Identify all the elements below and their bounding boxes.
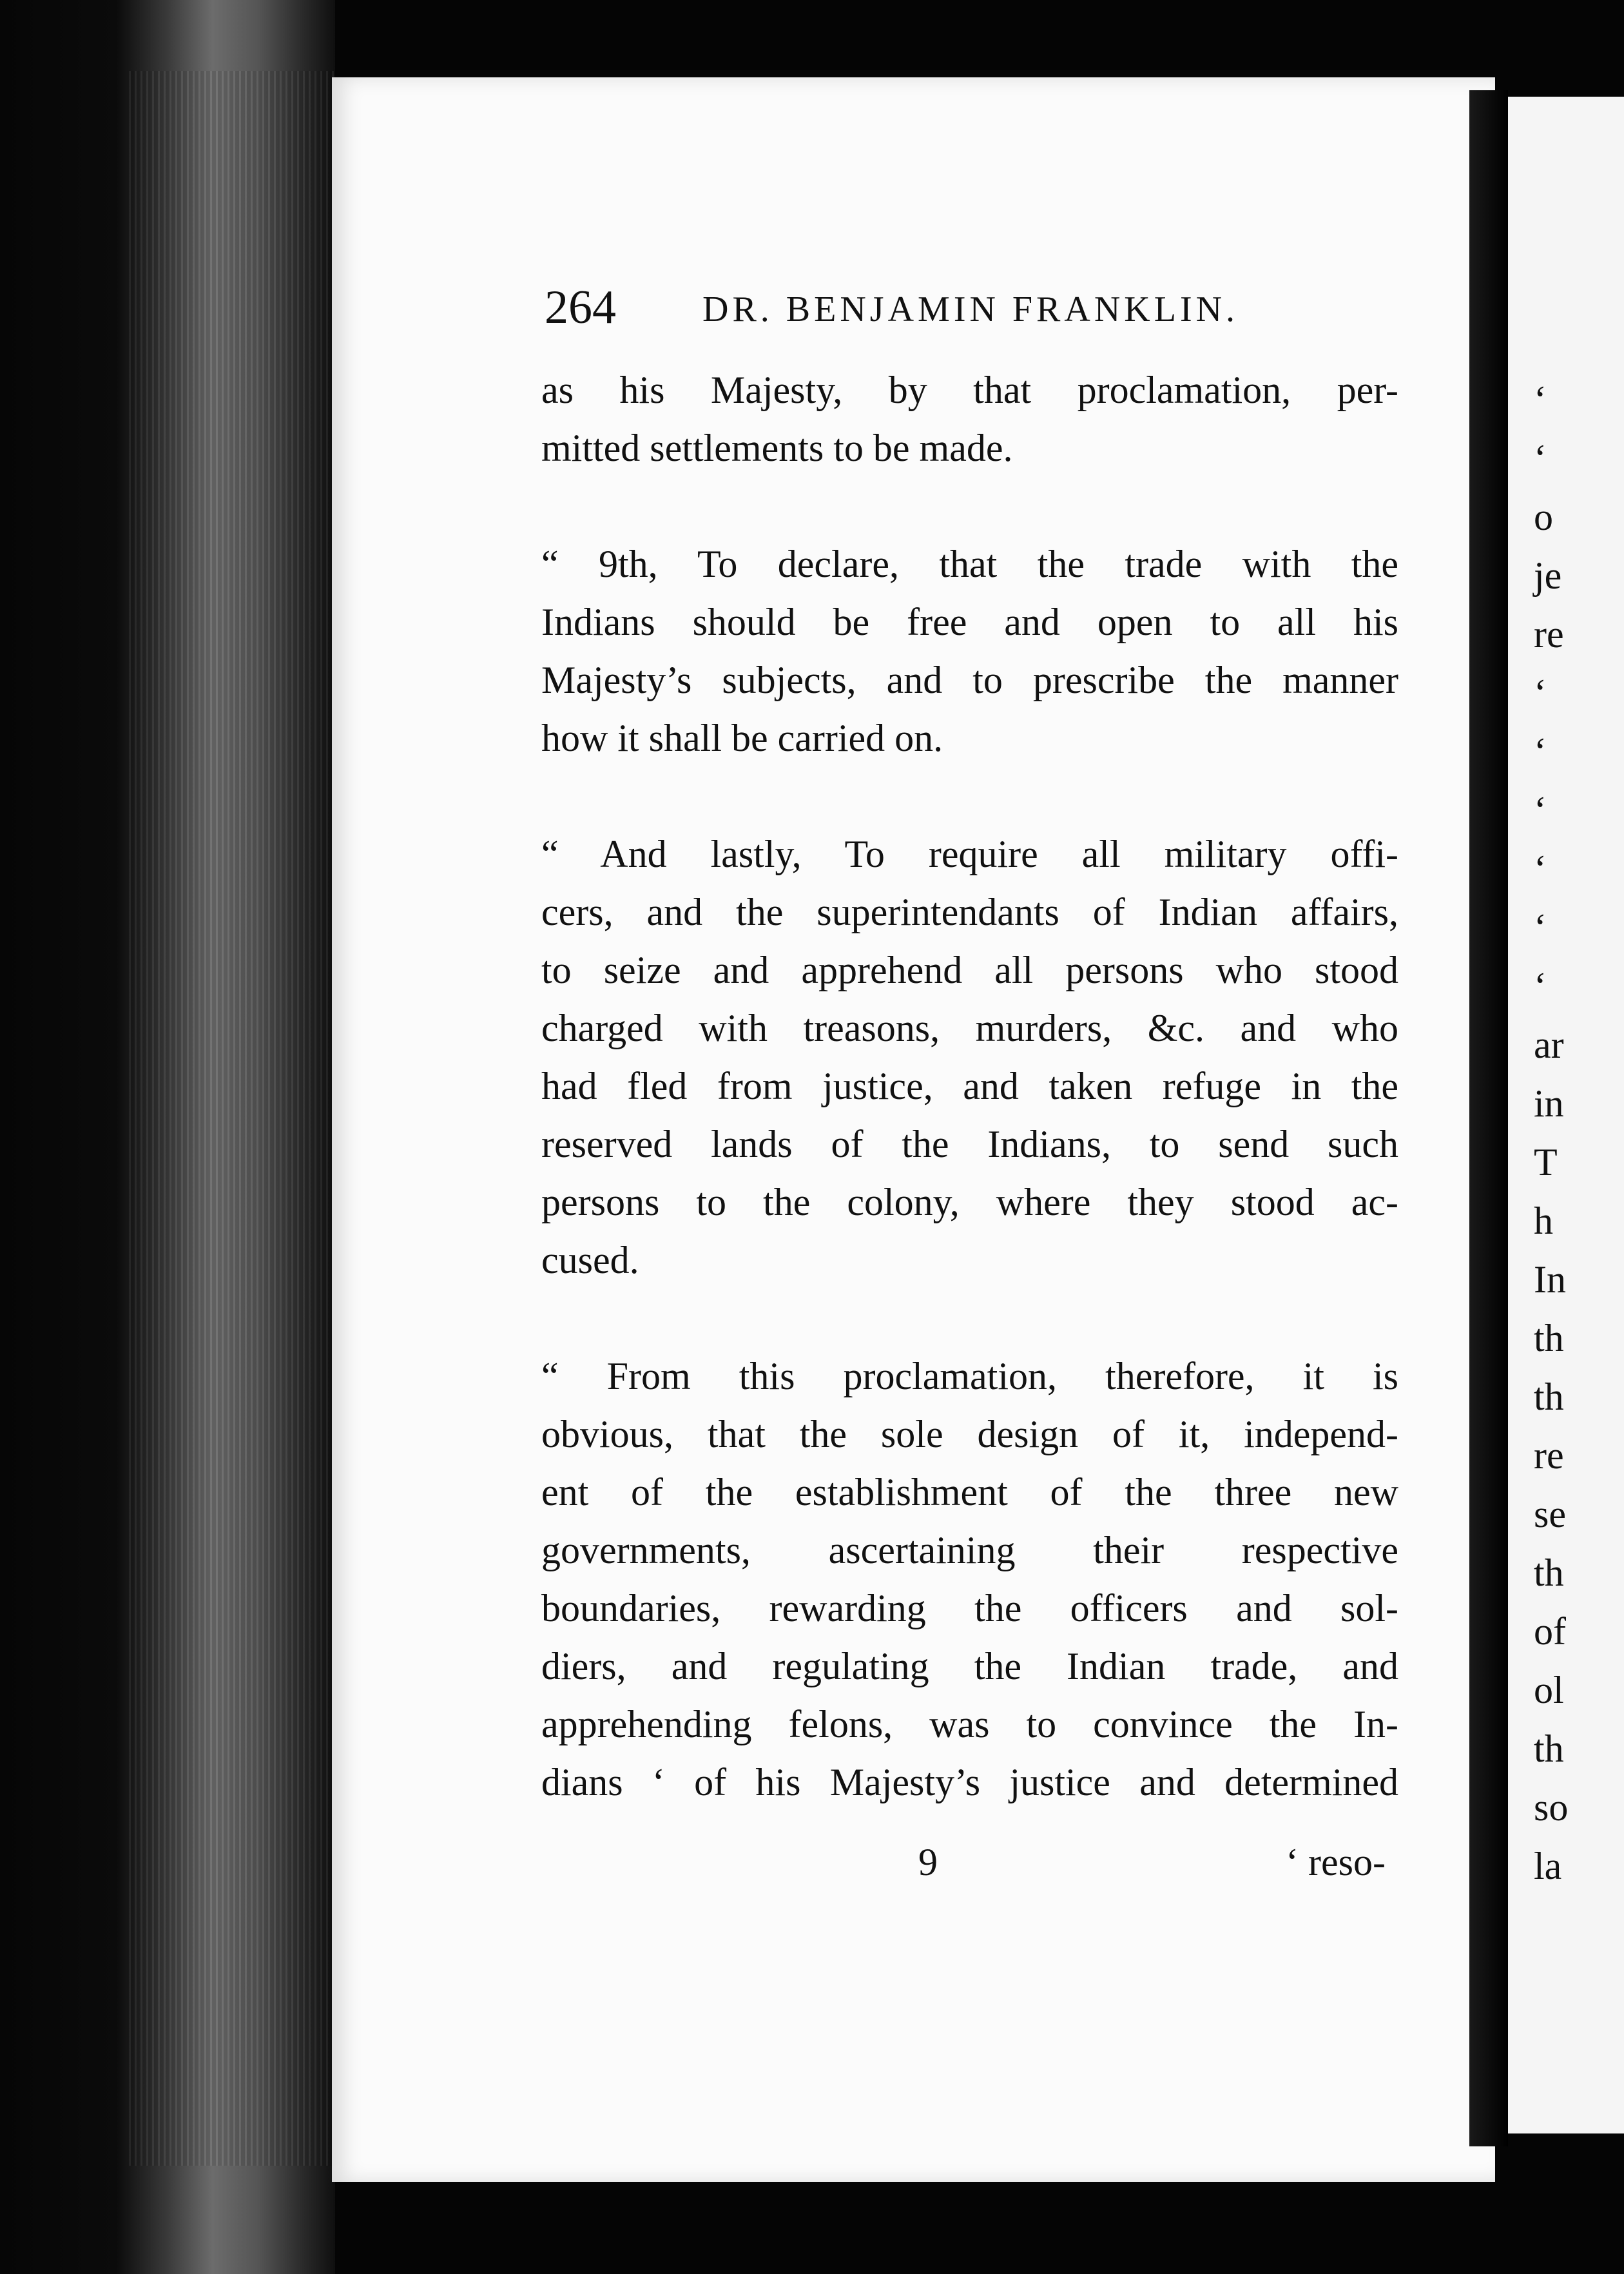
next-page-fragment: ‘ <box>1534 789 1547 831</box>
text-line: diers, and regulating the Indian trade, and <box>541 1645 1398 1687</box>
next-page-fragment: th <box>1534 1551 1564 1594</box>
text-line: “ And lastly, To require all military offi- <box>541 833 1398 875</box>
next-page-fragment: ‘ <box>1534 965 1547 1007</box>
book-gutter <box>1469 90 1508 2146</box>
next-page-fragment: la <box>1534 1845 1562 1887</box>
next-page-fragment: re <box>1534 1434 1564 1477</box>
next-page-fragment: th <box>1534 1375 1564 1418</box>
text-line: apprehending felons, was to convince the In- <box>541 1703 1398 1745</box>
text-line: Indians should be free and open to all his <box>541 601 1398 643</box>
next-page-fragment: je <box>1534 554 1562 597</box>
next-page-fragment: in <box>1534 1082 1564 1125</box>
next-page-fragment: o <box>1534 496 1553 538</box>
text-line: charged with treasons, murders, &c. and who <box>541 1007 1398 1049</box>
text-line: reserved lands of the Indians, to send such <box>541 1123 1398 1165</box>
text-line: how it shall be carried on. <box>541 717 943 759</box>
text-line: ent of the establishment of the three new <box>541 1471 1398 1513</box>
next-page-fragment: ‘ <box>1534 906 1547 949</box>
next-page-fragment: of <box>1534 1610 1566 1653</box>
running-head: DR. BENJAMIN FRANKLIN. <box>702 289 1239 329</box>
next-page-fragment: ol <box>1534 1669 1564 1711</box>
next-page-fragment: ‘ <box>1534 848 1547 890</box>
text-line: obvious, that the sole design of it, independ- <box>541 1413 1398 1455</box>
text-line: “ From this proclamation, therefore, it is <box>541 1355 1398 1397</box>
text-line: governments, ascertaining their respective <box>541 1529 1398 1571</box>
next-page-fragment: so <box>1534 1786 1569 1829</box>
text-line: “ 9th, To declare, that the trade with the <box>541 543 1398 585</box>
body-text <box>541 361 1398 1811</box>
text-line: mitted settlements to be made. <box>541 427 1013 469</box>
page-footer <box>541 1840 1398 1898</box>
next-page-fragment: ‘ <box>1534 672 1547 714</box>
text-line: cers, and the superintendants of Indian affairs, <box>541 891 1398 933</box>
next-page-fragment: ‘ <box>1534 378 1547 421</box>
text-line: persons to the colony, where they stood ac- <box>541 1181 1398 1223</box>
catchword: ‘ reso- <box>1286 1841 1386 1883</box>
text-line: Majesty’s subjects, and to prescribe the manner <box>541 659 1398 701</box>
next-page-fragment: ar <box>1534 1024 1564 1066</box>
text-line: as his Majesty, by that proclamation, per- <box>541 369 1398 411</box>
book-spine-edge <box>0 0 335 2274</box>
text-line: had fled from justice, and taken refuge in the <box>541 1065 1398 1107</box>
page-number: 264 <box>545 281 616 334</box>
page-edges-texture <box>129 71 335 2166</box>
paragraph <box>541 535 1398 767</box>
next-page-fragment: th <box>1534 1727 1564 1770</box>
next-page-fragment: re <box>1534 613 1564 656</box>
text-line: cused. <box>541 1239 639 1281</box>
paragraph <box>541 825 1398 1289</box>
text-line: boundaries, rewarding the officers and sol- <box>541 1587 1398 1629</box>
signature-mark: 9 <box>918 1841 938 1883</box>
next-page-fragment: T <box>1534 1141 1558 1183</box>
text-line: dians ‘ of his Majesty’s justice and determined <box>541 1761 1398 1803</box>
next-page-fragment: ‘ <box>1534 437 1547 480</box>
next-page-fragment: se <box>1534 1493 1566 1535</box>
next-page-fragment: h <box>1534 1200 1553 1242</box>
next-page-fragment: th <box>1534 1317 1564 1359</box>
paragraph <box>541 361 1398 477</box>
next-page-fragment: ‘ <box>1534 730 1547 773</box>
next-page-edge <box>1508 97 1624 2133</box>
next-page-fragment: In <box>1534 1258 1566 1301</box>
paragraph <box>541 1347 1398 1811</box>
page-header <box>545 281 1395 342</box>
text-line: to seize and apprehend all persons who stood <box>541 949 1398 991</box>
